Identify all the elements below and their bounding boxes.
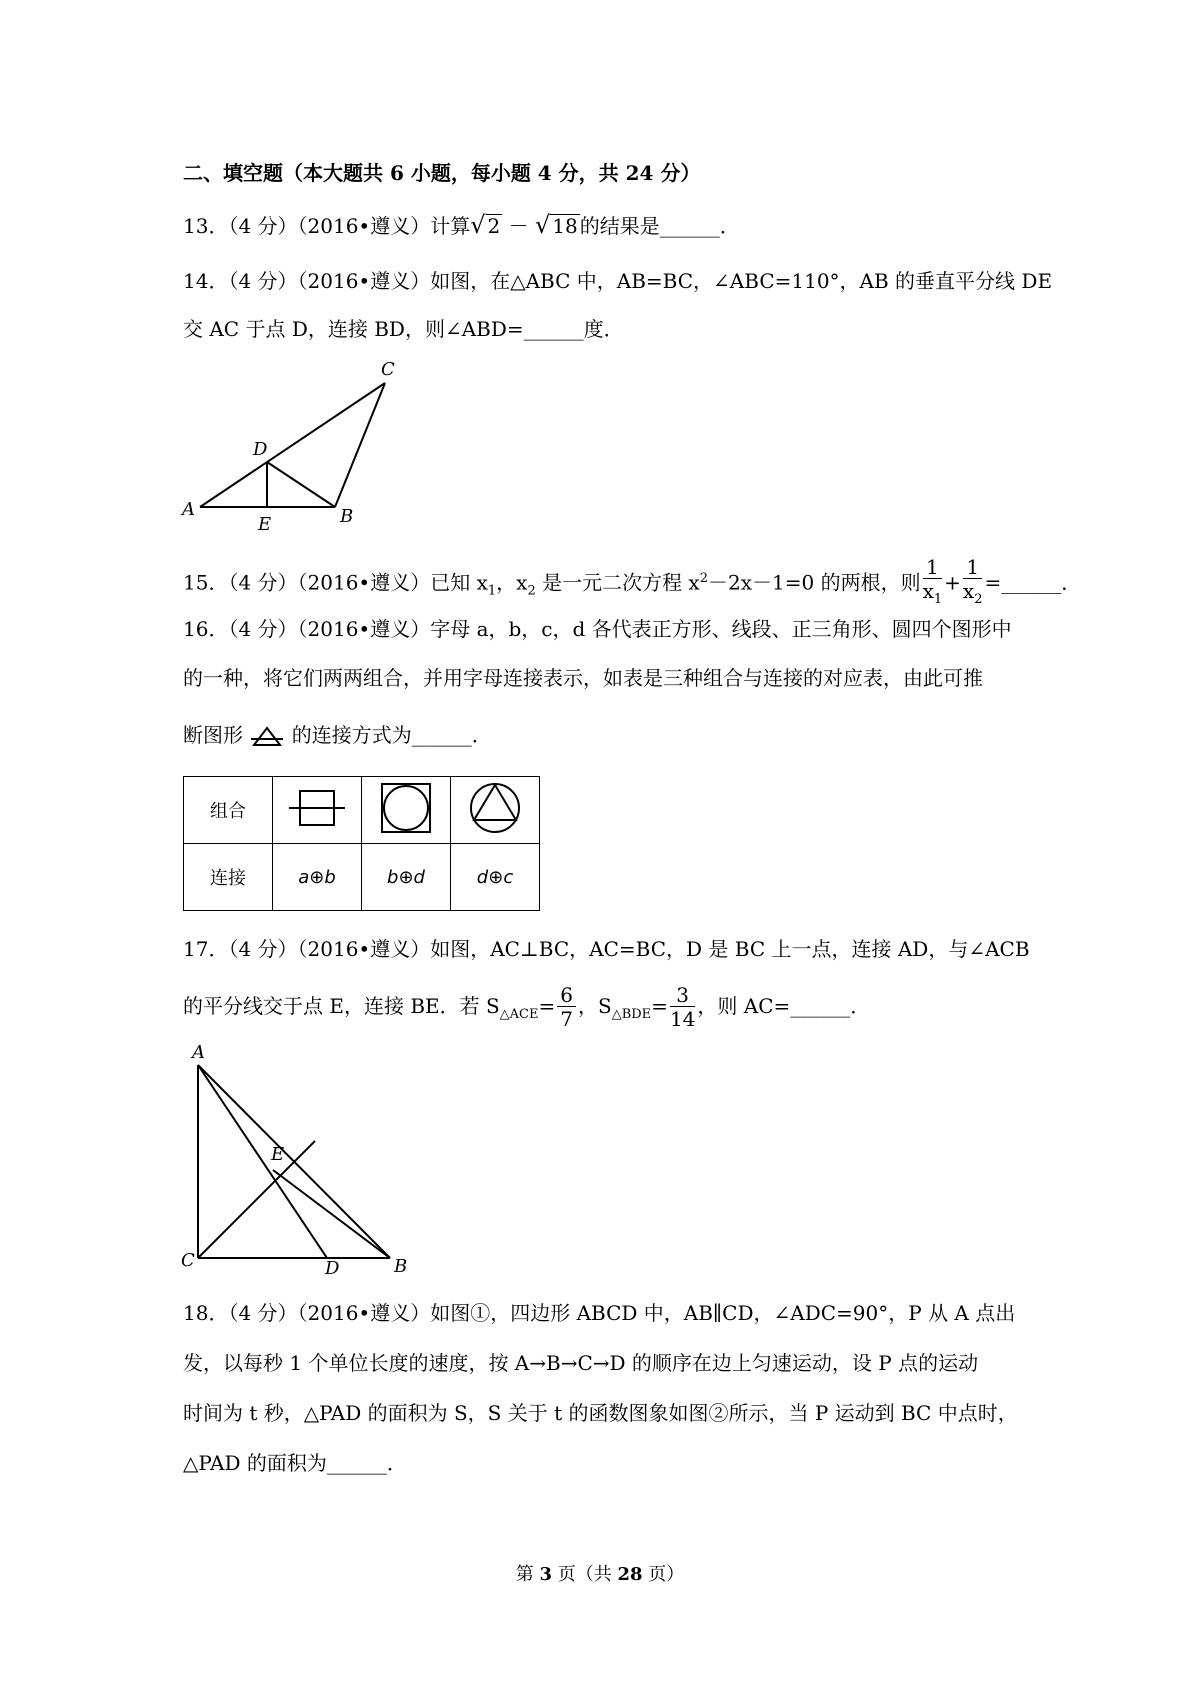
row-label-combo: 组合: [184, 777, 273, 844]
point-a-label: A: [192, 1042, 205, 1063]
triangle-segment-icon: [249, 725, 285, 749]
table-row: [184, 844, 540, 911]
circle-triangle-icon: [465, 781, 525, 835]
combo-segment-square: [273, 777, 362, 844]
link-cell: d⊕c: [451, 844, 540, 911]
q17-line-2: 的平分线交于点 E，连接 BE．若 $S_{\triangle ACE}=$ $\frac{6}{7}$ ，$S_{\triangle BDE}=$ $\frac{3}{14}$ ，则 AC=______．: [183, 983, 871, 1031]
sqrt-icon: √: [470, 211, 486, 239]
combo-square-circle: [362, 777, 451, 844]
segment-eb: [273, 1170, 390, 1258]
q18-line-2: 发，以每秒 1 个单位长度的速度，按 A→B→C→D 的顺序在边上匀速运动，设 P 点的运动: [183, 1351, 979, 1375]
question-13: [183, 210, 740, 241]
q16-line-1: 16．（4 分）（2016•遵义）字母 a，b，c，d 各代表正方形、线段、正三角形、圆四个图形中: [183, 617, 1012, 641]
link-cell: a⊕b: [273, 844, 362, 911]
point-b-label: B: [340, 506, 354, 527]
q15-fraction-2: $\frac{1}{x_2}$: [962, 555, 983, 607]
segment-ad: [198, 1065, 327, 1258]
link-cell: b⊕d: [362, 844, 451, 911]
q13-radicand-2: 18: [552, 214, 578, 238]
page-number: 3: [539, 1564, 552, 1585]
q15-fraction-1: $\frac{1}{x_1}$: [922, 555, 943, 607]
q13-radicand-1: 2: [487, 214, 501, 238]
combo-circle-triangle: [451, 777, 540, 844]
segment-bc: [335, 383, 385, 507]
q13-minus: －: [508, 214, 529, 238]
q17-fraction-2: $\frac{3}{14}$: [669, 983, 696, 1031]
point-a-label: A: [182, 499, 195, 520]
point-d-label: D: [253, 439, 268, 460]
q14-line-1: 14．（4 分）（2016•遵义）如图，在△ABC 中，AB=BC，∠ABC=110°，AB 的垂直平分线 DE: [183, 269, 1053, 293]
segment-ac: [200, 383, 385, 507]
triangle-abc-figure: [180, 355, 420, 540]
combination-table: [183, 776, 540, 911]
point-b-label: B: [394, 1256, 408, 1277]
point-d-label: D: [325, 1258, 340, 1279]
sqrt-icon: √: [534, 211, 551, 239]
q17-fraction-1: $\frac{6}{7}$: [557, 984, 576, 1031]
point-c-label: C: [181, 1250, 195, 1271]
bisector-ce: [198, 1141, 315, 1258]
page-footer: 第 3 页（共 28 页）: [515, 1564, 685, 1585]
q16-line-2: 的一种，将它们两两组合，并用字母连接表示，如表是三种组合与连接的对应表，由此可推: [183, 666, 983, 690]
q18-line-1: 18．（4 分）（2016•遵义）如图①，四边形 ABCD 中，AB∥CD，∠ADC=90°，P 从 A 点出: [183, 1301, 1016, 1325]
section-header: 二、填空题（本大题共 6 小题，每小题 4 分，共 24 分）: [183, 161, 701, 185]
q17-line-1: 17．（4 分）（2016•遵义）如图，AC⊥BC，AC=BC，D 是 BC 上一点，连接 AD，与∠ACB: [183, 937, 1030, 961]
circled-plus-icon: ⊕: [398, 866, 414, 888]
q16-line-3: 断图形 的连接方式为______．: [183, 723, 492, 747]
segment-bd: [267, 462, 335, 507]
q18-line-3: 时间为 t 秒，△PAD 的面积为 S，S 关于 t 的函数图象如图②所示，当 P 运动到 BC 中点时，: [183, 1401, 1018, 1425]
segment-square-icon: [287, 783, 347, 833]
square-circle-icon: [376, 781, 436, 835]
point-e-label: E: [258, 514, 272, 535]
q13-prefix: 13．（4 分）（2016•遵义）计算: [183, 214, 471, 238]
circled-plus-icon: ⊕: [488, 866, 504, 888]
question-15: 15．（4 分）（2016•遵义）已知 $x_1$，$x_2$ 是一元二次方程 $x^2-2x-1=0$ 的两根，则 $\frac{1}{x_1}$ + $\frac{1}{x_2}$ =______．: [183, 556, 1081, 612]
right-triangle-figure: [180, 1040, 420, 1280]
page-total: 28: [617, 1564, 643, 1585]
circled-plus-icon: ⊕: [309, 866, 325, 888]
point-c-label: C: [381, 359, 395, 380]
point-e-label: E: [271, 1144, 285, 1165]
row-label-link: 连接: [184, 844, 273, 911]
q18-line-4: △PAD 的面积为______．: [183, 1451, 407, 1475]
table-row: [184, 777, 540, 844]
q13-suffix: 的结果是______．: [579, 214, 740, 238]
q14-line-2: 交 AC 于点 D，连接 BD，则∠ABD=______度．: [183, 317, 624, 341]
